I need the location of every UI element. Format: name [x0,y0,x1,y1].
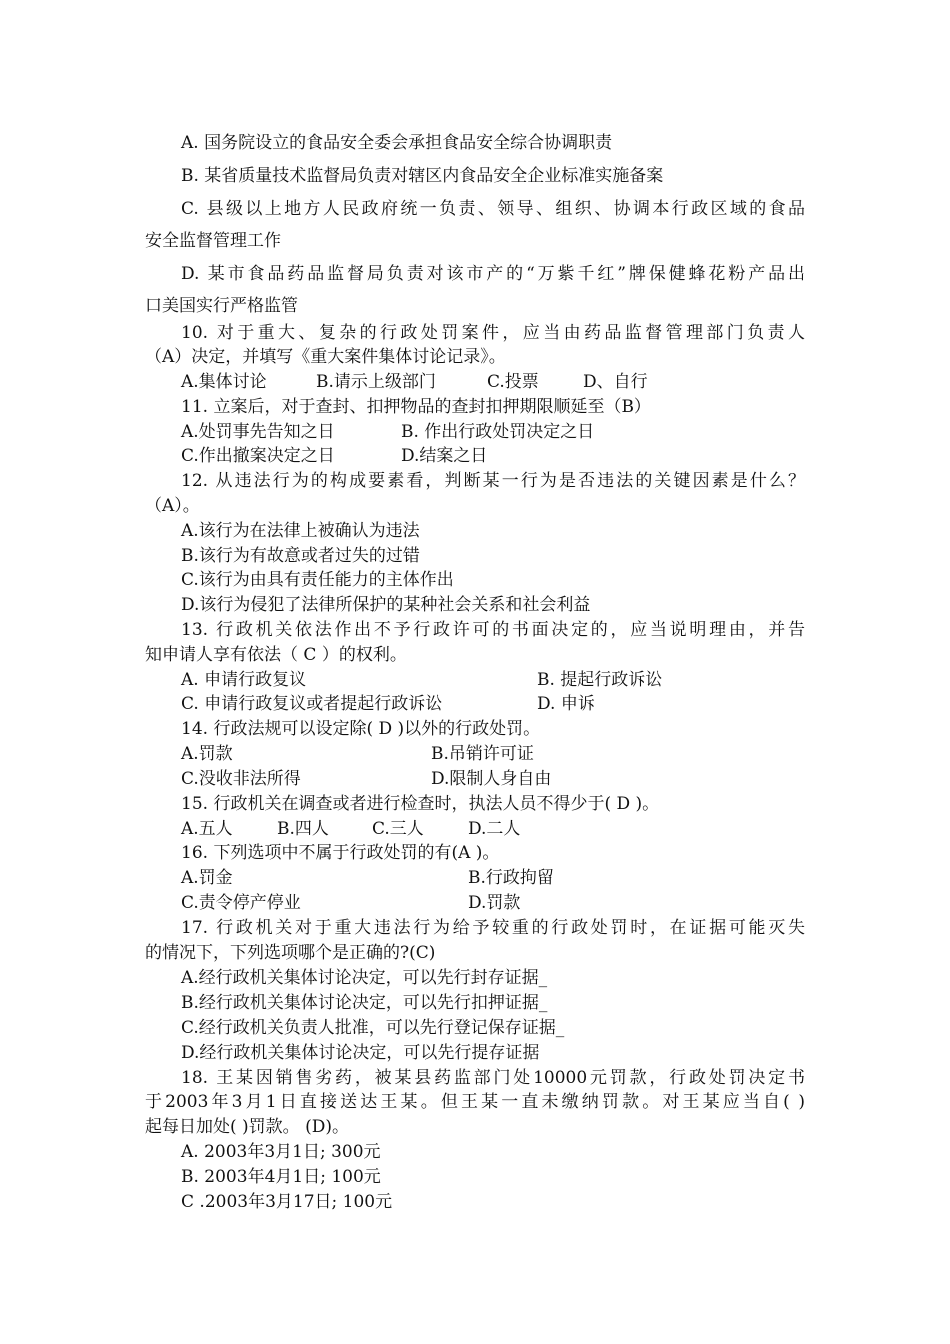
option-line: A. 国务院设立的食品安全委会承担食品安全综合协调职责 [181,133,613,153]
option-c: C.经行政机关负责人批准，可以先行登记保存证据_ [181,1018,565,1038]
question-11-stem: 11. 立案后，对于查封、扣押物品的查封扣押期限顺延至（B） [181,397,651,417]
option-d: D.二人 [468,819,521,839]
question-10-stem: 10. 对于重大、复杂的行政处罚案件，应当由药品监督管理部门负责人 [181,323,805,343]
question-12-stem: 12. 从违法行为的构成要素看，判断某一行为是否违法的关键因素是什么？ [181,471,805,491]
option-line: C. 县级以上地方人民政府统一负责、领导、组织、协调本行政区域的食品 [181,199,805,219]
option-c: C.作出撤案决定之日 [181,446,335,466]
option-c: C.投票 [487,372,539,392]
question-16-stem: 16. 下列选项中不属于行政处罚的有(A )。 [181,843,500,863]
option-a: A.罚款 [181,744,233,764]
option-b: B. 作出行政处罚决定之日 [401,422,595,442]
option-line: D. 某市食品药品监督局负责对该市产的“万紫千红”牌保健蜂花粉产品出 [181,264,805,284]
option-line-continued: 口美国实行严格监管 [145,296,298,316]
option-a: A.五人 [181,819,233,839]
question-18-stem: 18. 王某因销售劣药，被某县药监部门处10000元罚款，行政处罚决定书 [181,1068,805,1088]
question-13-stem: 13. 行政机关依法作出不予行政许可的书面决定的，应当说明理由，并告 [181,620,805,640]
option-a: A.处罚事先告知之日 [181,422,335,442]
option-line-continued: 安全监督管理工作 [145,231,281,251]
option-d: D. 申诉 [537,694,595,714]
option-b: B.经行政机关集体讨论决定，可以先行扣押证据_ [181,993,548,1013]
question-18-stem-cont: 于2003年3月1日直接送达王某。但王某一直未缴纳罚款。对王某应当自( ) [145,1092,805,1112]
option-b: B. 2003年4月1日; 100元 [181,1167,381,1187]
option-a: A.集体讨论 [181,372,267,392]
option-c: C.该行为由具有责任能力的主体作出 [181,570,454,590]
option-d: D、自行 [583,372,648,392]
option-a: A.经行政机关集体讨论决定，可以先行封存证据_ [181,968,548,988]
option-b: B. 提起行政诉讼 [537,670,663,690]
option-line: B. 某省质量技术监督局负责对辖区内食品安全企业标准实施备案 [181,166,664,186]
option-b: B.吊销许可证 [431,744,534,764]
question-17-stem: 17. 行政机关对于重大违法行为给予较重的行政处罚时，在证据可能灭失 [181,918,805,938]
question-17-stem-cont: 的情况下，下列选项哪个是正确的?(C) [145,943,436,963]
option-c: C.责令停产停业 [181,893,301,913]
question-14-stem: 14. 行政法规可以设定除( D )以外的行政处罚。 [181,719,541,739]
option-a: A.该行为在法律上被确认为违法 [181,521,420,541]
option-d: D.结案之日 [401,446,488,466]
question-12-stem-cont: （A）。 [145,496,200,516]
option-a: A. 2003年3月1日; 300元 [181,1142,381,1162]
option-a: A. 申请行政复议 [181,670,307,690]
option-c: C .2003年3月17日; 100元 [181,1192,393,1212]
option-d: D.经行政机关集体讨论决定，可以先行提存证据 [181,1043,540,1063]
option-d: D.罚款 [468,893,521,913]
question-18-stem-cont: 起每日加处( )罚款。 (D)。 [145,1117,349,1137]
question-15-stem: 15. 行政机关在调查或者进行检查时，执法人员不得少于( D )。 [181,794,660,814]
option-a: A.罚金 [181,868,233,888]
option-d: D.限制人身自由 [431,769,552,789]
option-c: C.没收非法所得 [181,769,301,789]
question-13-stem-cont: 知申请人享有依法（ C ）的权利。 [145,645,407,665]
option-d: D.该行为侵犯了法律所保护的某种社会关系和社会利益 [181,595,591,615]
option-b: B.请示上级部门 [316,372,436,392]
option-c: C.三人 [372,819,424,839]
option-b: B.该行为有故意或者过失的过错 [181,546,420,566]
question-10-stem-cont: （A）决定，并填写《重大案件集体讨论记录》。 [145,347,506,367]
option-b: B.四人 [277,819,329,839]
option-b: B.行政拘留 [468,868,554,888]
option-c: C. 申请行政复议或者提起行政诉讼 [181,694,443,714]
